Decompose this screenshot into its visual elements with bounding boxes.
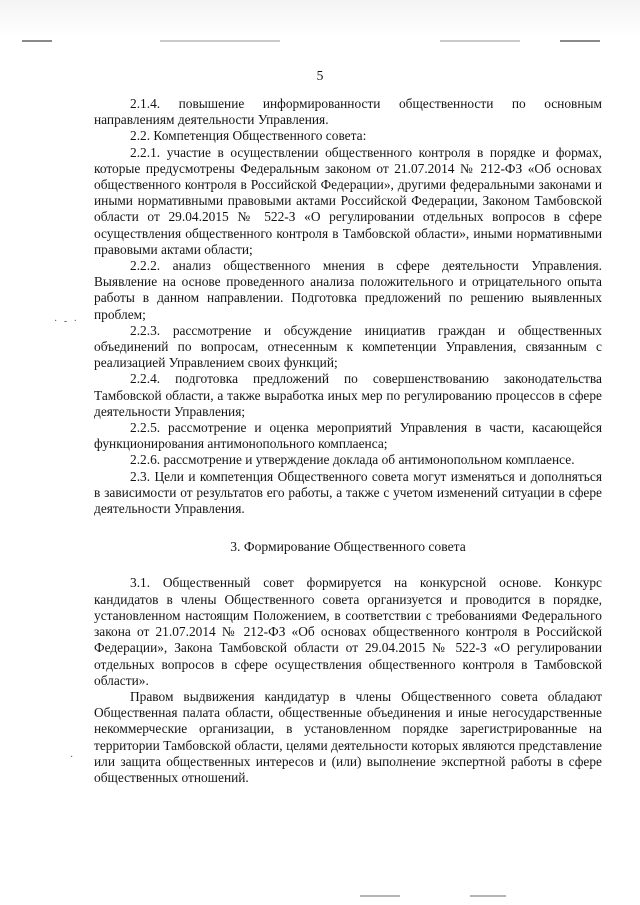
scan-artifact-line <box>440 40 520 42</box>
paragraph-2-2-4: 2.2.4. подготовка предложений по совершенствованию законодательства Тамбовской области, а также выработка иных мер по регулированию процессов в сфере деятельности Управления; <box>94 371 602 419</box>
paragraph-2-2-1: 2.2.1. участие в осуществлении общественного контроля в порядке и формах, которые предусмотрены Федеральным законом от 21.07.2014 № 212-ФЗ «Об основах общественного контроля в Российской Федерации», другими федеральными законами и иными нормативными правовыми актами Российской Федерации, Законом Тамбовской области от 29.04.2015 № 522-З «О регулировании отдельных вопросов в сфере осуществления общественного контроля в Тамбовской области», иными нормативными правовыми актами области; <box>94 144 602 257</box>
paragraph-2-2: 2.2. Компетенция Общественного совета: <box>130 128 367 144</box>
scan-artifact-line <box>360 895 400 897</box>
margin-artifact-mark: · <box>70 752 76 763</box>
paragraph-3-1: 3.1. Общественный совет формируется на конкурсной основе. Конкурс кандидатов в члены Общественного совета организуется и проводится в порядке, установленном настоящим Положением, в соответствии с требованиями Федерального закона от 21.07.2014 № 212-ФЗ «Об основах общественного контроля в Российской Федерации», Закона Тамбовской области от 29.04.2015 № 522-З «О регулировании отдельных вопросов в сфере осуществления общественного контроля в Тамбовской области». <box>94 575 602 688</box>
page-number: 5 <box>316 68 324 83</box>
paragraph-2-2-2: 2.2.2. анализ общественного мнения в сфере деятельности Управления. Выявление на основе проведенного анализа положительного и отрицательного опыта работы в данном направлении. Подготовка предложений по решению выявленных проблем; <box>94 258 602 322</box>
paragraph-2-2-5: 2.2.5. рассмотрение и оценка мероприятий Управления в части, касающейся функционирования антимонопольного комплаенса; <box>94 420 602 452</box>
section-heading: 3. Формирование Общественного совета <box>230 539 466 555</box>
scan-artifact-line <box>560 40 600 42</box>
paragraph-2-3: 2.3. Цели и компетенция Общественного совета могут изменяться и дополняться в зависимости от результатов его работы, а также с учетом изменений ситуации в сфере деятельности Управления. <box>94 468 602 517</box>
paragraph-nomination-right: Правом выдвижения кандидатур в члены Общественного совета обладают Общественная палата области, общественные объединения и иные негосударственные некоммерческие организации, в установленном порядке зарегистрированные на территории Тамбовской области, целями деятельности которых являются представление или защита общественных интересов и (или) выполнение экспертной работы в сфере общественных отношений. <box>94 688 602 785</box>
scan-top-edge <box>0 0 640 36</box>
paragraph-2-1-4: 2.1.4. повышение информированности общественности по основным направлениям деятельности Управления. <box>94 96 602 128</box>
margin-artifact-mark: · - · <box>54 316 79 327</box>
scan-artifact-line <box>22 40 52 42</box>
scan-artifact-line <box>470 895 506 897</box>
scan-artifact-line <box>160 40 280 42</box>
document-body <box>94 96 602 786</box>
paragraph-2-2-6: 2.2.6. рассмотрение и утверждение доклада об антимонопольном комплаенсе. <box>130 452 575 468</box>
paragraph-2-2-3: 2.2.3. рассмотрение и обсуждение инициатив граждан и общественных объединений по вопросам, отнесенным к компетенции Управления, связанным с реализацией Управлением своих функций; <box>94 322 602 371</box>
